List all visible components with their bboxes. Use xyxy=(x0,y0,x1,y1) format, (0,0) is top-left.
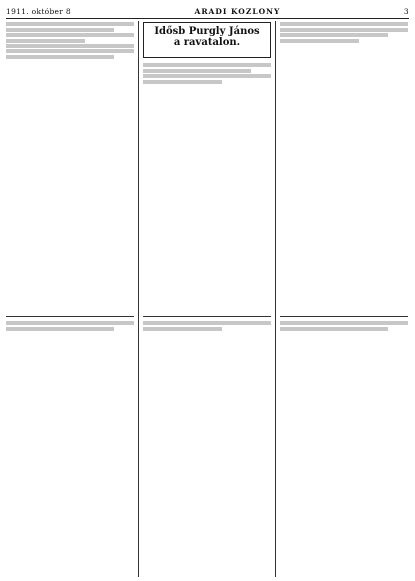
text-line-placeholder xyxy=(6,22,134,26)
text-line-placeholder xyxy=(6,327,114,331)
column-2-bottom xyxy=(143,320,271,577)
text-line-placeholder xyxy=(6,39,85,43)
masthead xyxy=(6,5,409,17)
column-divider-2 xyxy=(275,21,276,577)
column-3-bottom xyxy=(280,320,408,577)
text-line-placeholder xyxy=(143,69,251,73)
page-number: 3 xyxy=(403,6,409,16)
text-line-placeholder xyxy=(143,80,222,84)
section-divider-2 xyxy=(143,316,271,317)
text-line-placeholder xyxy=(143,321,271,325)
text-line-placeholder xyxy=(6,28,114,32)
text-line-placeholder xyxy=(280,33,388,37)
section-divider-1 xyxy=(6,316,134,317)
text-line-placeholder xyxy=(6,49,134,53)
issue-date: 1911. október 8 xyxy=(6,6,71,16)
text-line-placeholder xyxy=(280,321,408,325)
headline-line-1: Idősb Purgly János xyxy=(154,26,260,37)
text-line-placeholder xyxy=(143,327,222,331)
masthead-rule xyxy=(6,18,409,19)
text-line-placeholder xyxy=(6,321,134,325)
article-headline-box xyxy=(143,22,271,58)
column-2-body xyxy=(143,62,271,315)
column-1-bottom xyxy=(6,320,134,577)
text-line-placeholder xyxy=(6,33,134,37)
text-line-placeholder xyxy=(280,28,408,32)
text-line-placeholder xyxy=(143,74,271,78)
text-line-placeholder xyxy=(6,44,134,48)
text-line-placeholder xyxy=(280,39,359,43)
section-divider-3 xyxy=(280,316,408,317)
text-line-placeholder xyxy=(6,55,114,59)
text-line-placeholder xyxy=(280,327,388,331)
column-divider-1 xyxy=(138,21,139,577)
text-line-placeholder xyxy=(143,63,271,67)
newspaper-title: ARADI KOZLONY xyxy=(194,6,281,16)
headline-line-2: a ravatalon. xyxy=(173,37,241,48)
text-line-placeholder xyxy=(280,22,408,26)
